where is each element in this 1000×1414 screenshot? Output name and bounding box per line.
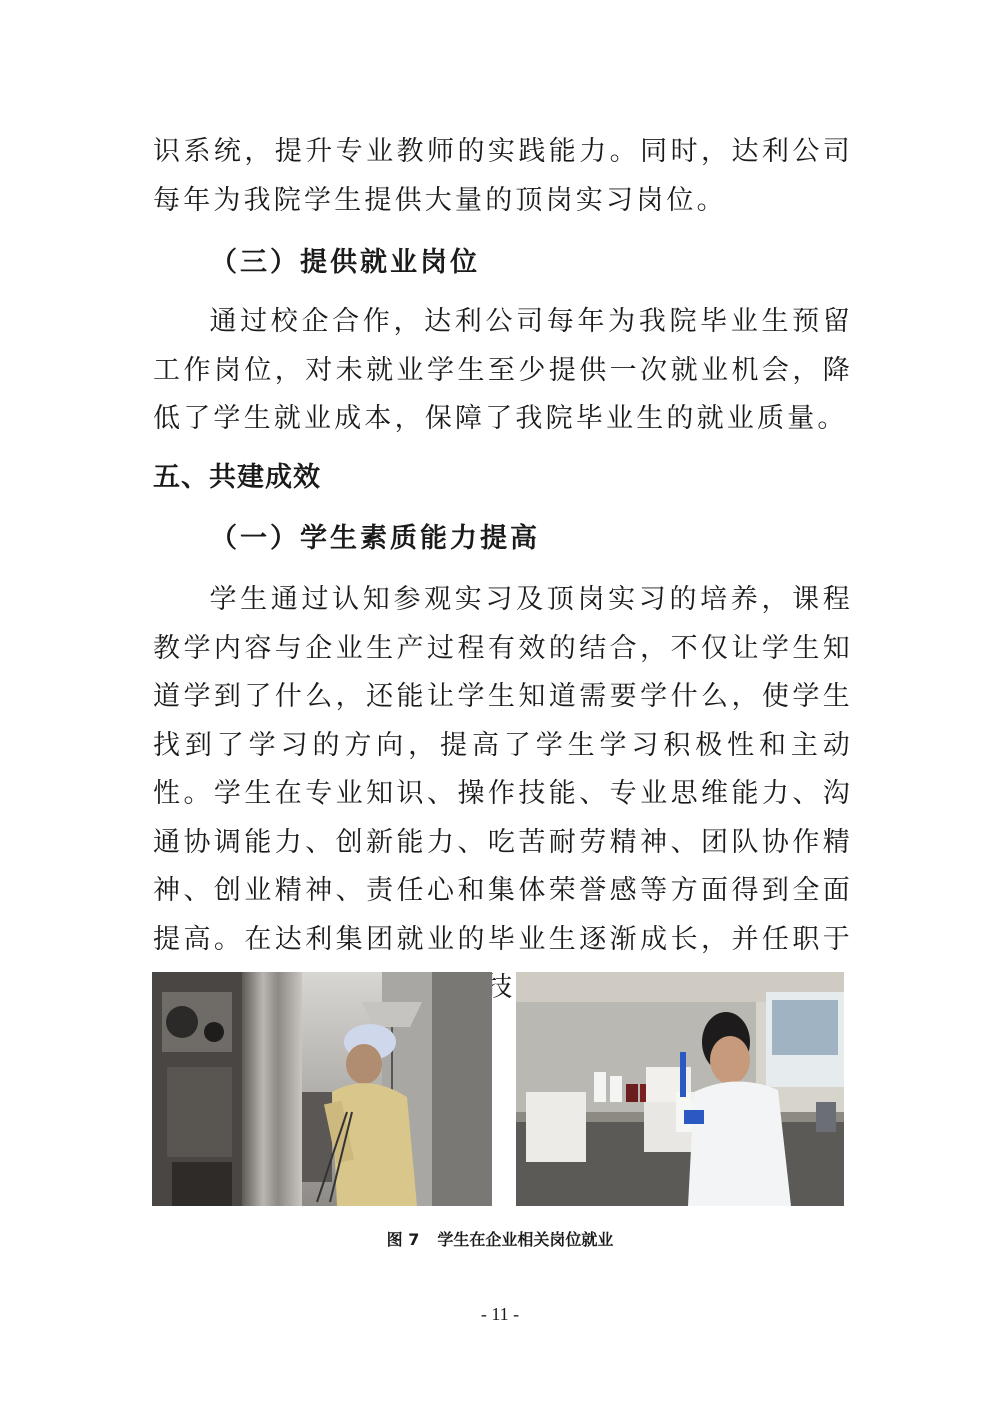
photo-lab-technician [516,972,844,1206]
subsection-heading-student-ability: （一）学生素质能力提高 [210,523,540,554]
figure-label: 图 7 [386,1230,420,1249]
page-number: - 11 - [480,1304,520,1324]
figure-caption-text: 学生在企业相关岗位就业 [437,1230,614,1249]
section-body-text: 通过校企合作，达利公司每年为我院毕业生预留工作岗位，对未就业学生至少提供一次就业机会，降低了学生就业成本，保障了我院毕业生的就业质量。 [153,306,853,434]
chapter-heading-results: 五、共建成效 [153,462,321,493]
section-body-provide-jobs [153,298,853,444]
photo-factory-worker [152,972,492,1206]
paragraph-top: 识系统，提升专业教师的实践能力。同时，达利公司每年为我院学生提供大量的顶岗实习岗位。 [153,136,853,216]
subsection-body-text: 学生通过认知参观实习及顶岗实习的培养，课程教学内容与企业生产过程有效的结合，不仅让学生知道学到了什么，还能让学生知道需要学什么，使学生找到了学习的方向，提高了学生学习积极性和主动性。学生在专业知识、操作技能、专业思维能力、沟通协调能力、创新能力、吃苦耐劳精神、团队协作精神、创业精神、责任心和集体荣誉感等方面得到全面提高。在达利集团就业的毕业生逐渐成长，并任职于 技 [153,584,853,1003]
figure-caption [0,1227,1000,1250]
subsection-body-student-ability [153,576,853,1013]
section-heading-provide-jobs: （三）提供就业岗位 [210,247,480,278]
